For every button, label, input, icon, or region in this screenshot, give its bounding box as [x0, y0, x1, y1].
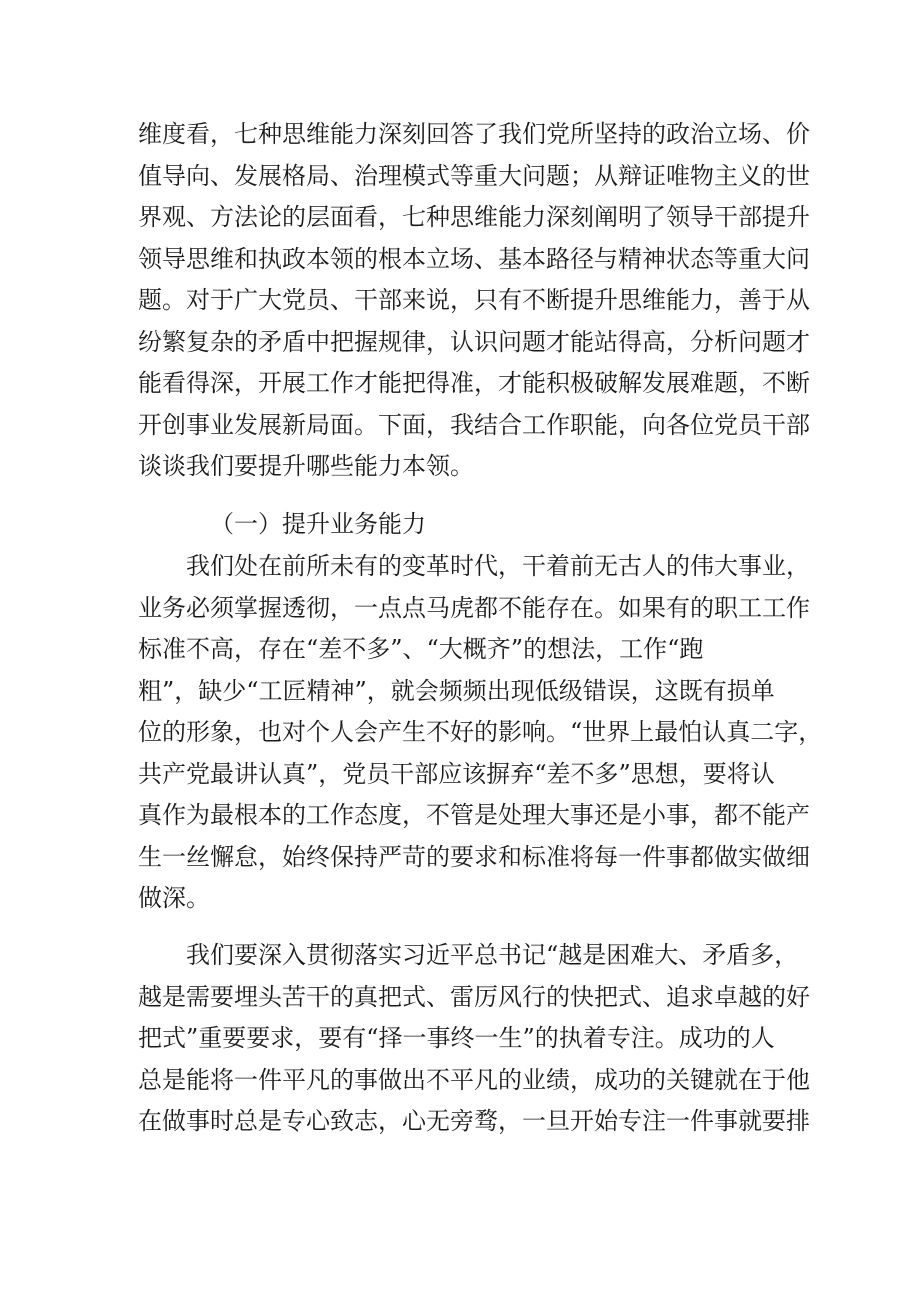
- paragraph-line: 开创事业发展新局面。下面，我结合工作职能，向各位党员干部: [138, 410, 810, 439]
- section-heading: （一）提升业务能力: [210, 510, 426, 538]
- paragraph-line: 领导思维和执政本领的根本立场、基本路径与精神状态等重大问: [138, 244, 810, 273]
- paragraph-line: 能看得深，开展工作才能把得准，才能积极破解发展难题，不断: [138, 369, 810, 397]
- paragraph-line: 题。对于广大党员、干部来说，只有不断提升思维能力，善于从: [138, 286, 810, 314]
- paragraph-line: 做深。: [138, 884, 210, 912]
- paragraph-2: [138, 546, 823, 920]
- paragraph-line: 标准不高，存在“差不多”、“大概齐”的想法，工作“跑: [138, 635, 704, 663]
- paragraph-line: 把式”重要要求，要有“择一事终一生”的执着专注。成功的人: [138, 1024, 775, 1052]
- paragraph-3: [138, 935, 810, 1143]
- paragraph-line: 谈谈我们要提升哪些能力本领。: [138, 452, 474, 480]
- paragraph-line: 粗”，缺少“工匠精神”，就会频频出现低级错误，这既有损单: [138, 676, 775, 705]
- paragraph-line: 我们处在前所未有的变革时代，干着前无古人的伟大事业，: [186, 552, 810, 580]
- paragraph-line: 我们要深入贯彻落实习近平总书记“越是困难大、矛盾多，: [186, 941, 799, 969]
- paragraph-line: 纷繁复杂的矛盾中把握规律，认识问题才能站得高，分析问题才: [138, 327, 810, 356]
- paragraph-line: 越是需要埋头苦干的真把式、雷厉风行的快把式、追求卓越的好: [138, 982, 810, 1011]
- paragraph-line: 界观、方法论的层面看，七种思维能力深刻阐明了领导干部提升: [138, 203, 810, 231]
- section-heading-block: [138, 504, 803, 546]
- paragraph-line: 值导向、发展格局、治理模式等重大问题；从辩证唯物主义的世: [138, 161, 810, 190]
- paragraph-line: 生一丝懈怠，始终保持严苛的要求和标准将每一件事都做实做细: [138, 842, 810, 871]
- paragraph-line: 真作为最根本的工作态度，不管是处理大事还是小事，都不能产: [138, 801, 810, 829]
- paragraph-line: 共产党最讲认真”，党员干部应该摒弃“差不多”思想，要将认: [138, 759, 775, 788]
- paragraph-line: 在做事时总是专心致志，心无旁骛，一旦开始专注一件事就要排: [138, 1107, 810, 1135]
- paragraph-1: [138, 114, 810, 488]
- paragraph-line: 总是能将一件平凡的事做出不平凡的业绩，成功的关键就在于他: [138, 1065, 810, 1094]
- paragraph-line: 业务必须掌握透彻，一点点马虎都不能存在。如果有的职工工作: [138, 593, 810, 622]
- paragraph-line: 位的形象，也对个人会产生不好的影响。“世界上最怕认真二字，: [138, 718, 823, 746]
- paragraph-line: 维度看，七种思维能力深刻回答了我们党所坚持的政治立场、价: [138, 120, 810, 148]
